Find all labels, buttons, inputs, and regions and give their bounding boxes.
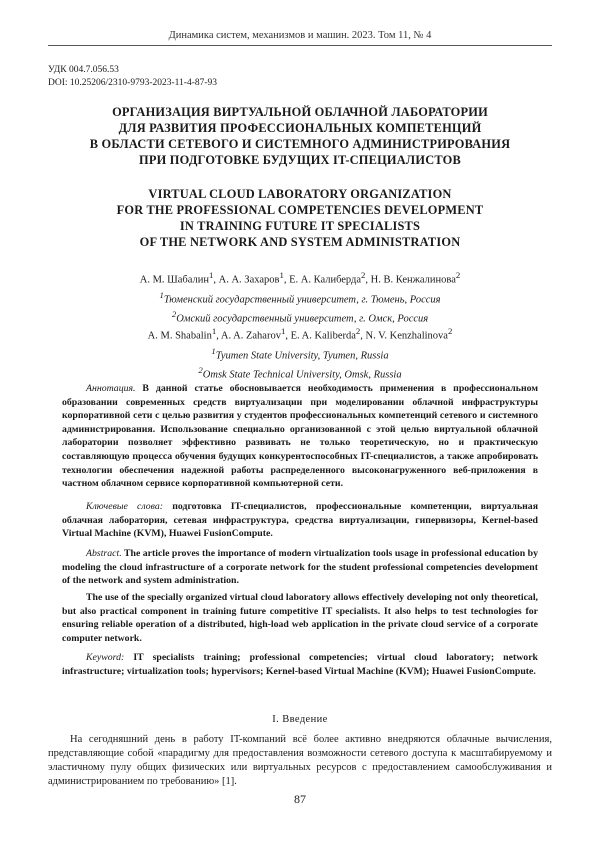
section-heading: I. Введение <box>272 714 328 725</box>
title-en-line: FOR THE PROFESSIONAL COMPETENCIES DEVELOPMENT <box>116 203 484 217</box>
keywords-russian <box>62 500 538 541</box>
affiliation: $^2$Omsk State Technical University, Omsk, Russia <box>198 365 402 381</box>
title-english <box>40 186 560 250</box>
abstract-english <box>62 547 538 588</box>
affiliation: $^1$Тюменский государственный университет, г. Тюмень, Россия <box>159 289 441 305</box>
author-list: А. М. Шабалин$^1$, А. А. Захаров$^1$, Е. А. Калиберда$^2$, Н. В. Кенжалинова$^2$ <box>139 270 461 286</box>
keywords-text: IT specialists training; professional competencies; virtual cloud laboratory; network infrastructure; virtualization tools; hypervisors; Kernel-based Virtual Machine (KVM); Huawei FusionCompute. <box>62 652 538 677</box>
author-name: A. M. Shabalin <box>147 330 212 342</box>
title-ru-line: ДЛЯ РАЗВИТИЯ ПРОФЕССИОНАЛЬНЫХ КОМПЕТЕНЦИЙ <box>118 121 482 135</box>
abstract-russian <box>62 382 538 491</box>
affiliation: $^1$Tyumen State University, Tyumen, Russia <box>211 345 389 361</box>
author-name: Н. В. Кенжалинова <box>370 274 456 286</box>
keywords-label: Ключевые слова: <box>86 501 164 512</box>
abstract-label: Аннотация. <box>86 383 136 394</box>
abstract-text: В данной статье обосновывается необходимость применения в профессиональном образовании современных средств виртуализации при моделировании облачной инфраструктуры корпоративной сети с целью развития у студентов профессиональных компетенций сетевого и системного администрирования. Использование специально организованной с этой целью виртуальной облачной лаборатории позволяет эффективно развивать не только теоретическую, но и практическую составляющую процесса обучения будущих конкурентоспособных IT-специалистов, а также апробировать технологии обеспечения надежной работы распределенного высоконагруженного веб-приложения в частном облачном сервисе корпоративной компьютерной сети. <box>62 383 538 490</box>
udc-code: УДК 004.7.056.53 <box>48 65 119 75</box>
author-list: A. M. Shabalin$^1$, A. A. Zaharov$^1$, E. A. Kaliberda$^2$, N. V. Kenzhalinova$^2$ <box>147 326 453 342</box>
keywords-english <box>62 651 538 678</box>
title-en-line: VIRTUAL CLOUD LABORATORY ORGANIZATION <box>148 187 452 201</box>
title-ru-line: ОРГАНИЗАЦИЯ ВИРТУАЛЬНОЙ ОБЛАЧНОЙ ЛАБОРАТОРИИ <box>112 105 488 119</box>
keywords-label: Keyword: <box>86 652 125 663</box>
abstract-label: Abstract. <box>86 548 122 559</box>
affiliation: $^2$Омский государственный университет, г. Омск, Россия <box>171 309 429 325</box>
author-name: E. A. Kaliberda <box>290 330 356 342</box>
running-header: Динамика систем, механизмов и машин. 2023. Том 11, № 4 <box>48 30 552 46</box>
article-meta <box>48 64 217 90</box>
authors-russian <box>40 268 560 327</box>
author-name: Е. А. Калиберда <box>289 274 362 286</box>
doi: DOI: 10.25206/2310-9793-2023-11-4-87-93 <box>48 78 218 88</box>
author-name: N. V. Kenzhalinova <box>365 330 448 342</box>
title-russian <box>40 104 560 168</box>
page-number: 87 <box>294 792 306 806</box>
authors-english <box>40 324 560 383</box>
abstract-text: The article proves the importance of modern virtualization tools usage in professional education by modeling the cloud infrastructure of a corporate network for the student professional competencies development of the network and system administration. <box>62 548 538 587</box>
title-ru-line: В ОБЛАСТИ СЕТЕВОГО И СИСТЕМНОГО АДМИНИСТРИРОВАНИЯ <box>89 137 511 151</box>
title-ru-line: ПРИ ПОДГОТОВКЕ БУДУЩИХ IT-СПЕЦИАЛИСТОВ <box>139 153 461 167</box>
body-paragraph: На сегодняшний день в работу IT-компаний всё более активно внедряются облачные вычисления, представляющие собой «парадигму для предоставления возможности сетевого доступа к масштабируемому и эластичному пулу общих физических или виртуальных ресурсов с предоставлением самообслуживания и администрированием по требованию» [1]. <box>48 734 552 787</box>
keywords-text: подготовка IT-специалистов, профессиональные компетенции, виртуальная облачная лаборатория, сетевая инфраструктура, средства виртуализации, гипервизоры, Kernel-based Virtual Machine (KVM), Huawei FusionCompute. <box>62 501 538 540</box>
title-en-line: IN TRAINING FUTURE IT SPECIALISTS <box>179 219 421 233</box>
author-name: А. М. Шабалин <box>139 274 210 286</box>
author-name: A. A. Zaharov <box>220 330 281 342</box>
abstract-english-continued: The use of the specially organized virtual cloud laboratory allows effectively developing not only theoretical, but also practical component in training future competitive IT specialists. It also helps to test technologies for ensuring reliable operation of a distributed, high-load web application in the private cloud service of a corporate computer network. <box>62 592 538 644</box>
title-en-line: OF THE NETWORK AND SYSTEM ADMINISTRATION <box>139 235 461 249</box>
author-name: А. А. Захаров <box>218 274 280 286</box>
